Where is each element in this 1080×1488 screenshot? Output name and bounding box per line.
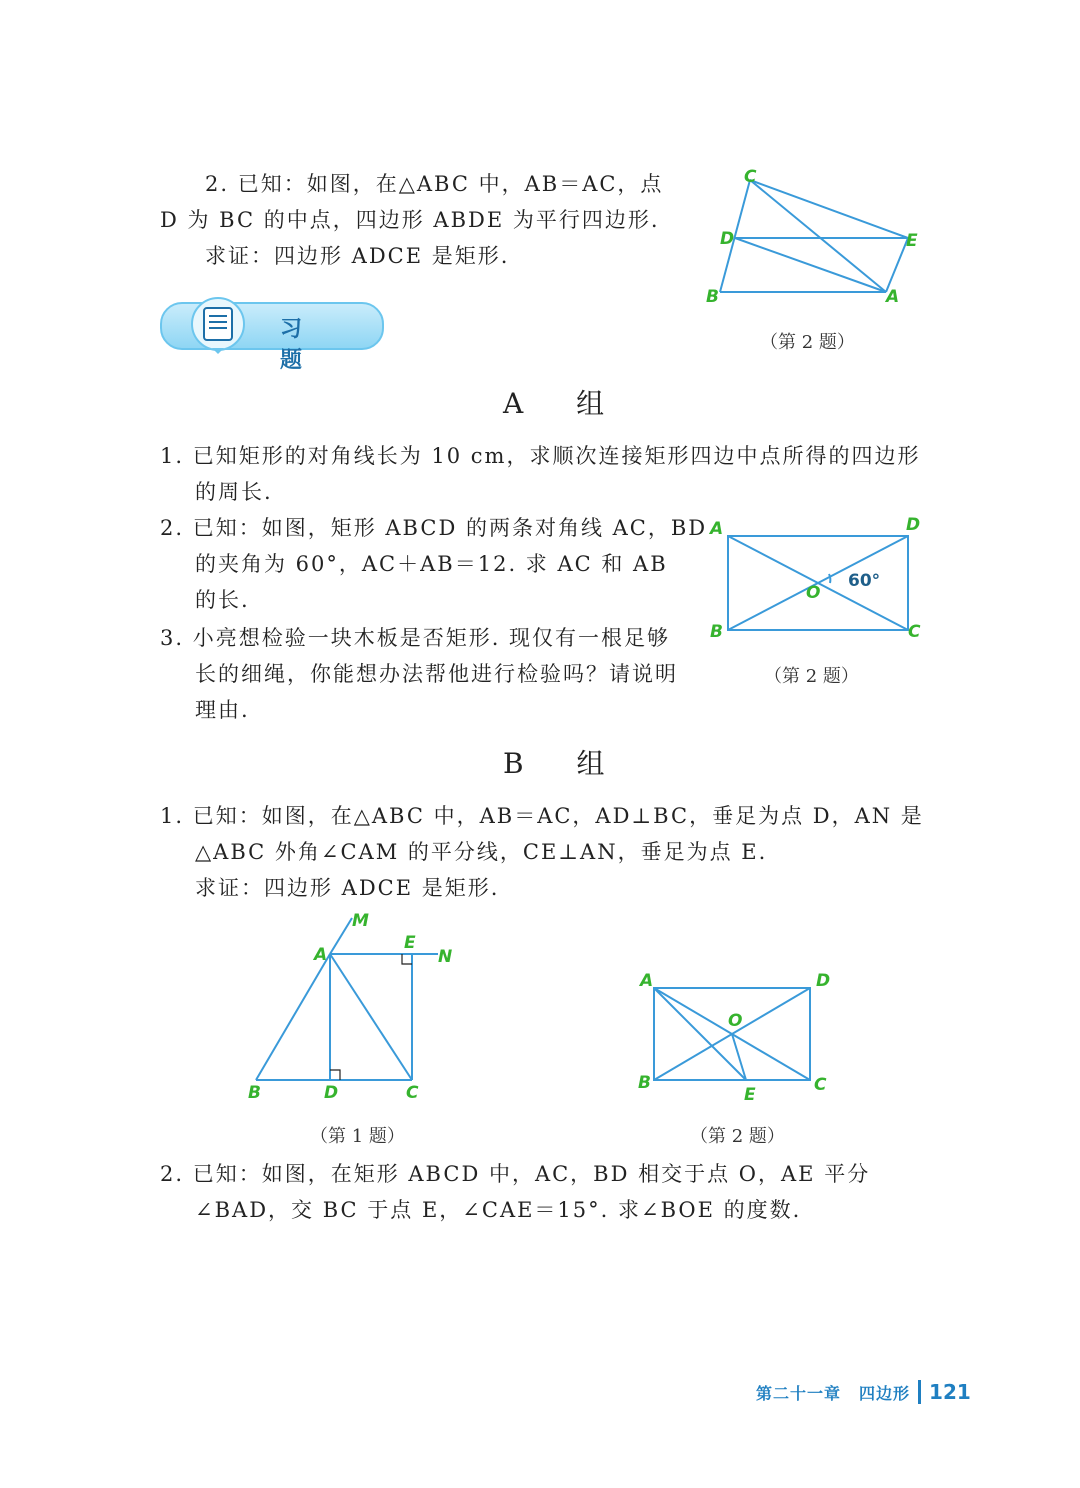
- a-p2-line-2: 的夹角为 60°，AC＋AB＝12. 求 AC 和 AB: [195, 552, 668, 576]
- label-A: A: [710, 519, 724, 539]
- label-E: E: [404, 933, 416, 953]
- edge-AC: [330, 954, 412, 1080]
- edge-EA: [886, 238, 908, 292]
- angle-label: 60°: [848, 571, 881, 591]
- b-p1-line-1: 1. 已知：如图，在△ABC 中，AB＝AC，AD⊥BC，垂足为点 D，AN 是: [160, 804, 924, 828]
- top-problem-line-3: 求证：四边形 ADCE 是矩形.: [205, 244, 510, 268]
- label-O: O: [806, 583, 821, 603]
- a-p2-line-1: 2. 已知：如图，矩形 ABCD 的两条对角线 AC，BD: [160, 516, 708, 540]
- footer-divider: [918, 1380, 921, 1404]
- footer-section: 四边形: [859, 1383, 911, 1403]
- a-figure: [706, 512, 926, 642]
- b-p2-line-1: 2. 已知：如图，在矩形 ABCD 中，AC，BD 相交于点 O，AE 平分: [160, 1162, 871, 1186]
- label-B: B: [248, 1083, 261, 1103]
- label-D: D: [324, 1083, 339, 1103]
- a-p1-line-2: 的周长.: [195, 480, 273, 504]
- top-problem-line-1: 2. 已知：如图，在△ABC 中，AB＝AC，点: [205, 172, 664, 196]
- edge-CA: [750, 180, 886, 292]
- top-problem-line-2: D 为 BC 的中点，四边形 ABDE 为平行四边形.: [160, 208, 660, 232]
- b-figure-2: [636, 966, 836, 1106]
- label-D: D: [906, 515, 921, 535]
- label-N: N: [438, 947, 453, 967]
- footer-chapter: 第二十一章: [756, 1383, 842, 1403]
- right-angle-D: [330, 1070, 340, 1080]
- top-figure: [700, 167, 930, 310]
- top-figure-svg: [700, 167, 930, 310]
- b-figure-2-svg: [636, 966, 836, 1106]
- b-figure-1-caption: （第 1 题）: [310, 1126, 405, 1147]
- label-B: B: [638, 1073, 651, 1093]
- b-figure-1-svg: [240, 908, 470, 1108]
- edge-DA: [735, 238, 886, 292]
- a-figure-svg: [706, 512, 926, 642]
- a-p3-line-1: 3. 小亮想检验一块木板是否矩形. 现仅有一根足够: [160, 626, 671, 650]
- a-p2-line-3: 的长.: [195, 588, 250, 612]
- label-B: B: [710, 622, 723, 642]
- page-footer: [756, 1380, 971, 1404]
- label-O: O: [728, 1011, 743, 1031]
- label-E: E: [744, 1085, 756, 1105]
- label-C: C: [406, 1083, 419, 1103]
- ray-AM: [330, 918, 352, 954]
- label-E: E: [906, 231, 918, 251]
- label-C: C: [814, 1075, 827, 1095]
- b-figure-2-caption: （第 2 题）: [690, 1126, 785, 1147]
- angle-arc: [829, 574, 830, 583]
- a-figure-caption: （第 2 题）: [764, 666, 859, 687]
- page-number: 121: [929, 1380, 971, 1404]
- notebook-icon: [190, 296, 246, 356]
- top-figure-caption: （第 2 题）: [760, 332, 855, 353]
- banner-title: 习 题: [280, 317, 323, 373]
- a-p1-line-1: 1. 已知矩形的对角线长为 10 cm，求顺次连接矩形四边中点所得的四边形: [160, 444, 921, 468]
- b-p1-line-2: △ABC 外角∠CAM 的平分线，CE⊥AN，垂足为点 E.: [195, 840, 768, 864]
- b-p2-line-2: ∠BAD，交 BC 于点 E，∠CAE＝15°. 求∠BOE 的度数.: [195, 1198, 802, 1222]
- label-B: B: [706, 287, 719, 307]
- group-b-title: B 组: [503, 747, 627, 780]
- right-angle-E: [402, 954, 412, 964]
- b-figure-1: [240, 908, 470, 1108]
- group-a-title: A 组: [503, 387, 627, 420]
- label-C: C: [744, 167, 757, 187]
- label-A: A: [640, 971, 654, 991]
- label-D: D: [720, 229, 735, 249]
- a-p3-line-2: 长的细绳，你能想办法帮他进行检验吗？请说明: [195, 662, 678, 686]
- label-C: C: [908, 622, 921, 642]
- label-D: D: [816, 971, 831, 991]
- label-M: M: [352, 911, 369, 931]
- edge-AB: [256, 954, 330, 1080]
- b-p1-line-3: 求证：四边形 ADCE 是矩形.: [195, 876, 500, 900]
- label-A: A: [886, 287, 900, 307]
- edge-CE: [750, 180, 908, 238]
- exercise-banner: [160, 302, 384, 373]
- label-A: A: [314, 945, 328, 965]
- a-p3-line-3: 理由.: [195, 698, 250, 722]
